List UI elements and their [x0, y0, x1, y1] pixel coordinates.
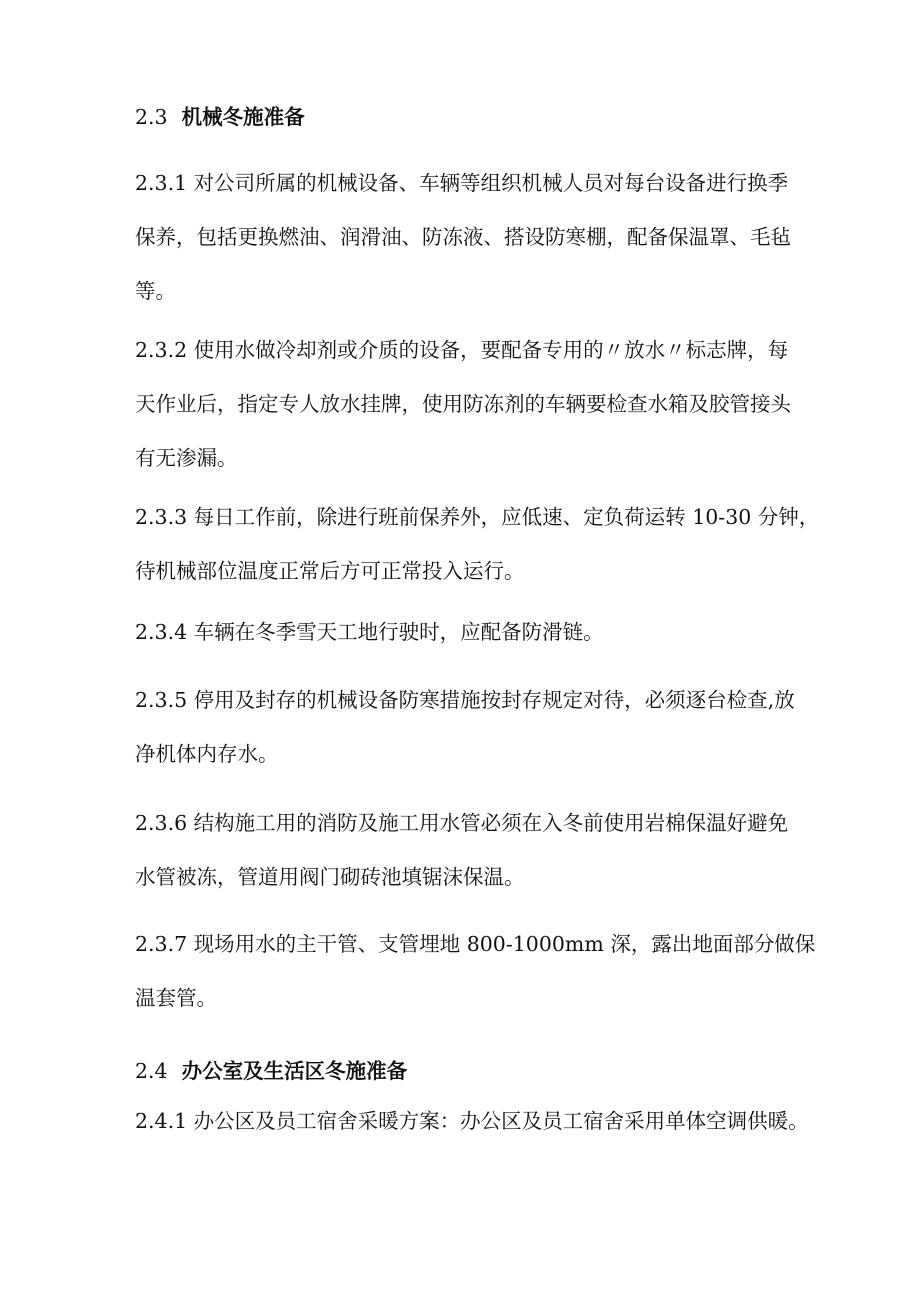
- section-number: 2.3: [135, 105, 168, 129]
- text-line: 保养，包括更换燃油、润滑油、防冻液、搭设防寒棚，配备保温罩、毛毡: [135, 225, 791, 249]
- section-heading-2-3: [135, 107, 305, 128]
- section-title: 办公室及生活区冬施准备: [181, 1059, 408, 1083]
- text-line: 有无渗漏。: [135, 446, 238, 470]
- text-line: 2.4.1 办公区及员工宿舍采暖方案：办公区及员工宿舍采用单体空调供暖。: [135, 1109, 809, 1133]
- text-line: 2.3.1 对公司所属的机械设备、车辆等组织机械人员对每台设备进行换季: [135, 171, 789, 195]
- paragraph-2-3-4: [135, 605, 805, 659]
- paragraph-2-3-7: [135, 917, 816, 1025]
- text-line: 2.3.6 结构施工用的消防及施工用水管必须在入冬前使用岩棉保温好避免: [135, 811, 789, 835]
- text-line: 2.3.3 每日工作前，除进行班前保养外，应低速、定负荷运转 10-30 分钟，: [135, 505, 820, 529]
- paragraph-2-3-1: [135, 156, 805, 318]
- paragraph-2-4-1: [135, 1094, 809, 1148]
- text-line: 净机体内存水。: [135, 742, 279, 766]
- text-line: 温套管。: [135, 986, 217, 1010]
- paragraph-2-3-5: [135, 673, 805, 781]
- section-number: 2.4: [135, 1059, 168, 1083]
- text-line: 2.3.4 车辆在冬季雪天工地行驶时，应配备防滑链。: [135, 620, 604, 644]
- text-line: 待机械部位温度正常后方可正常投入运行。: [135, 559, 525, 583]
- text-line: 等。: [135, 279, 176, 303]
- text-line: 水管被冻，管道用阀门砌砖池填锯沫保温。: [135, 865, 525, 889]
- text-line: 2.3.2 使用水做冷却剂或介质的设备，要配备专用的〃放水〃标志牌，每: [135, 338, 789, 362]
- section-title: 机械冬施准备: [181, 105, 305, 129]
- section-heading-2-4: [135, 1061, 407, 1082]
- text-line: 天作业后，指定专人放水挂牌，使用防冻剂的车辆要检查水箱及胶管接头: [135, 392, 791, 416]
- paragraph-2-3-3: [135, 490, 820, 598]
- paragraph-2-3-2: [135, 323, 805, 485]
- paragraph-2-3-6: [135, 796, 805, 904]
- text-line: 2.3.7 现场用水的主干管、支管埋地 800-1000mm 深，露出地面部分做保: [135, 932, 816, 956]
- text-line: 2.3.5 停用及封存的机械设备防寒措施按封存规定对待，必须逐台检查,放: [135, 688, 795, 712]
